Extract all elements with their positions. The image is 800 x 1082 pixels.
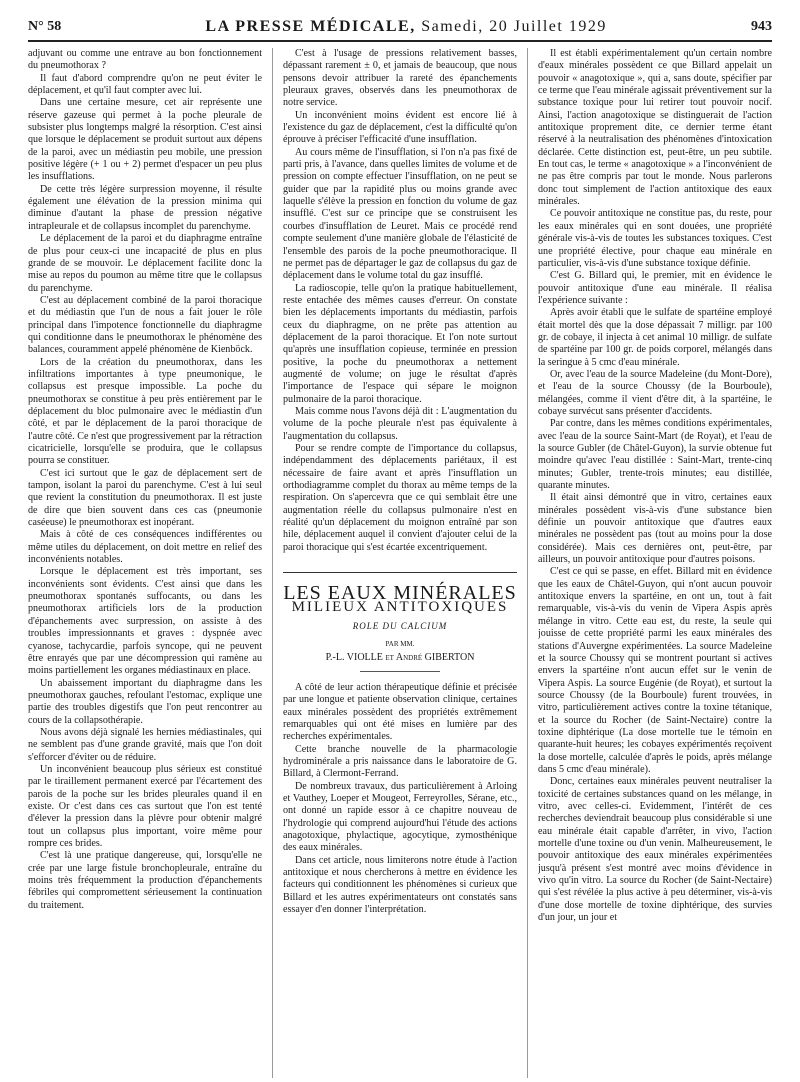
paragraph: C'est à l'usage de pressions relativement basses, dépassant rarement ± 0, et jamais de beaucoup, que nous pensons devoir attribuer la rareté des épanchements pleuraux graves, observés dans les pneumothorax de notre service. — [283, 48, 517, 109]
paragraph: Après avoir établi que le sulfate de spartéine employé était mortel dès que la dose dépassait 7 milligr. par 100 gr. de cobaye, il injecta à cet animal 10 milligr. de sulfate de spartéine par 100 gr. de poids corporel, mélangés dans la seringue à 5 cmc d'eau minérale. — [538, 307, 772, 368]
paragraph: C'est là une pratique dangereuse, qui, lorsqu'elle ne crée par une large fistule bronchopleurale, entraîne du moins très fréquemment la production d'épanchements fébriles qui compromettent sérieusement la continuation du traitement. — [28, 850, 262, 911]
issue-date: Samedi, 20 Juillet 1929 — [421, 18, 607, 35]
paragraph: Ce pouvoir antitoxique ne constitue pas, du reste, pour les eaux minérales qui en sont douées, une propriété générale vis-à-vis de toutes les substances toxiques. C'est une propriété élective, pour chaque eau minérale en particulier, vis-à-vis d'une substance toxique définie. — [538, 208, 772, 269]
paragraph: Or, avec l'eau de la source Madeleine (du Mont-Dore), et l'eau de la source Choussy (de la Bourboule), mélangées, comme il vient d'être dit, à la spartéine, le cobaye survécut sans présenter d'accidents. — [538, 368, 772, 417]
page-number: 943 — [751, 19, 772, 34]
paragraph: Il est établi expérimentalement qu'un certain nombre d'eaux minérales possèdent ce que Billard appelait un pouvoir « anagotoxique », qui a, sans doute, spécifier par ce terme que l'eau minérale agissait préventivement sur la substance toxique pour lui retirer tout pouvoir nocif. Ainsi, l'action anagotoxique se distinguerait de l'action antitoxique proprement dite, ce dernier terme étant réservé à la neutralisation des phénomènes d'intoxication déclarée. Cette distinction est, peut-être, un peu subtile. En tout cas, le terme « anagotoxique » a l'inconvénient de ne pas être compris par tout le monde. Nous parlerons donc tout simplement de l'action antitoxique des eaux minérales. — [538, 48, 772, 208]
article-section: ROLE DU CALCIUM — [352, 620, 448, 631]
paragraph: adjuvant ou comme une entrave au bon fonctionnement du pneumothorax ? — [28, 48, 262, 72]
article-subtitle: MILIEUX ANTITOXIQUES — [291, 599, 509, 616]
article-heading — [283, 572, 517, 672]
paragraph: Un inconvénient beaucoup plus sérieux est constitué par le tiraillement permanent exercé par l'écartement des parois de la poche sur les brides pleurales quand il en existe. Or c'est dans ces cas surtout que l'on est tenté d'élever la pression dans la plèvre pour obtenir malgré tout un collapsus plus important, voire même pour rompre ces brides. — [28, 763, 262, 849]
paragraph: Pour se rendre compte de l'importance du collapsus, indépendamment des déplacements pariétaux, il est nécessaire de faire avant et après l'insufflation un orthodiagramme complet du thorax au même temps de la respiration. On s'apercevra que ce qui semblait être une augmentation réelle du collapsus pulmonaire n'est en réalité qu'un déplacement du moignon entraîné par son hile, déplacement auquel il convient d'ajouter celui de la paroi thoracique qui s'est écartée excentriquement. — [283, 443, 517, 553]
page-header — [28, 14, 772, 42]
paragraph: De cette très légère surpression moyenne, il résulte également une élévation de la pression minima qui diminue d'autant la phase de pression négative intrapleurale et de collapsus incomplet du parenchyme. — [28, 183, 262, 232]
paragraph: Lors de la création du pneumothorax, dans les infiltrations importantes à type pneumonique, le collapsus est presque impossible. La poche du pneumothorax se constitue à peu près entièrement par le déplacement du bloc pulmonaire avec le médiastin d'un côté, et par le déplacement de la paroi thoracique de l'autre côté. Ce n'est que progressivement par la rétraction cicatricielle, lorsqu'elle se produira, que le collapsus pourra se constituer. — [28, 356, 262, 467]
heading-rule — [360, 671, 440, 672]
article-authors: P.-L. VIOLLE et André GIBERTON — [325, 652, 475, 664]
paragraph: C'est au déplacement combiné de la paroi thoracique et du médiastin que l'un de nous a fait jouer le rôle principal dans l'impotence fonctionnelle du diaphragme qui conditionne dans le pneumothorax le phénomène des balances, couramment appelé phénomène de Kienböck. — [28, 294, 262, 356]
paragraph: Au cours même de l'insufflation, si l'on n'a pas fixé de parti pris, à l'avance, dans quelles limites de volume et de pression on compte effectuer l'insufflation, on ne peut se guider que par la rapidité plus ou moins grande avec laquelle s'élève la pression en fonction du volume de gaz insufflé. C'est sur ce principe que se construisent les courbes d'insufflation de Leuret. Mais ce procédé rend compte seulement d'une manière globale de l'élasticité de l'ensemble des parois de la poche pneumothoracique. Il ne permet pas de départager le gaz de collapsus du gaz de déplacement dans le volume total du gaz insufflé. — [283, 146, 517, 282]
column-3 — [538, 48, 772, 1078]
paragraph: Un abaissement important du diaphragme dans les pneumothorax gauches, refoulant l'estomac, explique une partie des troubles digestifs que l'on peut rencontrer au cours de la collapsothérapie. — [28, 677, 262, 726]
paragraph: C'est G. Billard qui, le premier, mit en évidence le pouvoir antitoxique d'une eau minérale. Il réalisa l'expérience suivante : — [538, 270, 772, 306]
paragraph: C'est ici surtout que le gaz de déplacement sert de tampon, isolant la paroi du parenchyme. C'est à lui seul que revient la constitution du pneumothorax. Il est juste de dire que bien souvent dans ces cas (pneumonie caséeuse) le pneumothorax est inopérant. — [28, 467, 262, 529]
paragraph: Dans une certaine mesure, cet air représente une réserve gazeuse qui permet à la poche pleurale de subsister plus longtemps malgré la résorption. C'est ainsi que lorsque le déplacement se produit surtout aux dépens de la paroi, avec un médiastin peu mobile, une pression positive légère (+ 1 ou + 2) permet d'espacer un peu plus les insufflations. — [28, 97, 262, 183]
paragraph: Un inconvénient moins évident est encore lié à l'existence du gaz de déplacement, c'est la difficulté qu'on éprouve à préciser l'efficacité d'une insufflation. — [283, 109, 517, 146]
paragraph: Le déplacement de la paroi et du diaphragme entraîne de plus pour ceux-ci une incapacité de plus en plus grande de se mouvoir. Le déplacement facilite donc la mise au repos du poumon au même titre que le collapsus du parenchyme. — [28, 233, 262, 294]
paragraph: Nous avons déjà signalé les hernies médiastinales, qui ne semblent pas d'une grande gravité, mais que l'on doit s'efforcer d'éviter ou de réduire. — [28, 726, 262, 763]
paragraph: C'est ce qui se passe, en effet. Billard mit en évidence que les eaux de Châtel-Guyon, qui n'ont aucun pouvoir antitoxique envers la spartéine, en ont un, tout à fait remarquable, vis-à-vis du venin de Vipera Aspis après mélange in vitro. Cette eau est, du reste, la seule qui jouisse de cette propriété parmi les eaux minérales des stations d'Auvergne expérimentées. La source Madeleine et la source Choussy qui se montrent pourtant si actives envers la spartéine n'ont aucun effet sur le venin de Vipera Aspis. La source Eugénie (de Royat), et surtout la source Choussy (de la Bourboule) furent trouvées, in vitro, particulièrement actives contre la toxine tétanique, et la source du Rocher (de Saint-Nectaire) contre la toxine diphtérique (La dose mortelle tue le témoin en quarante-huit heures; les cobayes expérimentés reçoivent la dose mortelle, calculée d'après le poids, après mélange dans 5 cmc d'eau minérale). — [538, 566, 772, 775]
issue-number: N° 58 — [28, 19, 62, 34]
paragraph: A côté de leur action thérapeutique définie et précisée par une longue et patiente observation clinique, certaines eaux minérales possèdent des propriétés extrêmement remarquables qui ont été mises en lumière par des recherches expérimentales. — [283, 681, 517, 743]
paragraph: Mais à côté de ces conséquences indifférentes ou même utiles du déplacement, on doit mettre en relief des inconvénients notables. — [28, 529, 262, 566]
journal-name: LA PRESSE MÉDICALE, — [205, 18, 416, 35]
article-title: LES EAUX MINÉRALES — [283, 582, 517, 605]
column-divider — [272, 48, 273, 1078]
column-1 — [28, 48, 262, 1078]
text-columns — [28, 48, 772, 1078]
column-divider — [527, 48, 528, 1078]
paragraph: Donc, certaines eaux minérales peuvent neutraliser la toxicité de certaines substances quand on les mélange, in vitro, avec celles-ci. Evidemment, l'intérêt de ces recherches deviendrait beaucoup plus considérable si une eau minérale était capable d'arrêter, in vivo, l'action mortelle d'une toxine ou d'un venin. Malheureusement, le pouvoir antitoxique des eaux minérales expérimentées jusqu'à présent s'est montré avec moins d'évidence in vivo qu'in vitro. La source du Rocher (de Saint-Nectaire) qui s'est révélée la plus active à peu déterminer, vis-à-vis d'une dose mortelle de toxine diphtérique, des survies d'un jour, un jour et — [538, 776, 772, 924]
article-par: PAR MM. — [385, 640, 415, 649]
paragraph: Par contre, dans les mêmes conditions expérimentales, avec l'eau de la source Saint-Mart (de Royat), et l'eau de la source Gubler (de Châtel-Guyon), la survie obtenue fut moindre qu'avec l'eau distillée : Saint-Mart, trente-cinq minutes; Gubler, trente-trois minutes; eau distillée, quarante minutes. — [538, 418, 772, 492]
paragraph: Il était ainsi démontré que in vitro, certaines eaux minérales possèdent vis-à-vis d'une substance bien définie un pouvoir antitoxique que d'autres eaux minérales ne possèdent pas (tout au moins pour la dose considérée). Mais ces dernières ont, peut-être, par ailleurs, un pouvoir antitoxique pour d'autres poisons. — [538, 492, 772, 566]
paragraph: Lorsque le déplacement est très important, ses inconvénients sont évidents. C'est ainsi que dans les pneumothorax spontanés suffocants, ou dans les pneumothorax artificiels lors de la production d'épanchements avec surpression, on assiste à des troubles impressionnants et graves : dyspnée avec cyanose, tachycardie, parfois syncope, qui ne peuvent être enrayés que par une décompression qui ramène au moins partiellement les organes médiastinaux en place. — [28, 566, 262, 677]
column-2-bottom — [283, 682, 517, 917]
paragraph: Mais comme nous l'avons déjà dit : L'augmentation du volume de la poche pleurale n'est pas équivalente à l'augmentation du collapsus. — [283, 405, 517, 442]
paragraph: Dans cet article, nous limiterons notre étude à l'action antitoxique et nous chercherons à mettre en évidence les facteurs qui conditionnent les phénomènes si curieux que Billard et les autres expérimentateurs ont constatés sans essayer d'en donner l'interprétation. — [283, 854, 517, 915]
paragraph: La radioscopie, telle qu'on la pratique habituellement, reste entachée des mêmes causes d'erreur. On constate bien les déplacements importants du médiastin, parfois ceux du diaphragme, on ne prête pas attention au déplacement de la paroi thoracique. Et l'on note surtout qu'après une insufflation copieuse, terminée en pression positive, la poche du pneumothorax a nettement augmenté de volume; on juge le résultat d'après l'importance de l'espace qui sépare le moignon pulmonaire de la paroi thoracique. — [283, 282, 517, 405]
paragraph: Cette branche nouvelle de la pharmacologie hydrominérale a pris naissance dans le laboratoire de G. Billard, à Clermont-Ferrand. — [283, 743, 517, 780]
journal-title — [205, 18, 606, 36]
paragraph: De nombreux travaux, dus particulièrement à Arloing et Vauthey, Loeper et Mougeot, Ferreyrolles, Sérane, etc., ont donné un rapide essor à ce chapitre nouveau de l'hydrologie qui comprend aujourd'hui l'étude des actions anagotoxique, phylactique, agocytique, zymosthénique des eaux minérales. — [283, 780, 517, 854]
column-2 — [283, 48, 517, 1078]
column-2-top — [283, 48, 517, 554]
paragraph: Il faut d'abord comprendre qu'on ne peut éviter le déplacement, et qu'il faut compter avec lui. — [28, 72, 262, 97]
